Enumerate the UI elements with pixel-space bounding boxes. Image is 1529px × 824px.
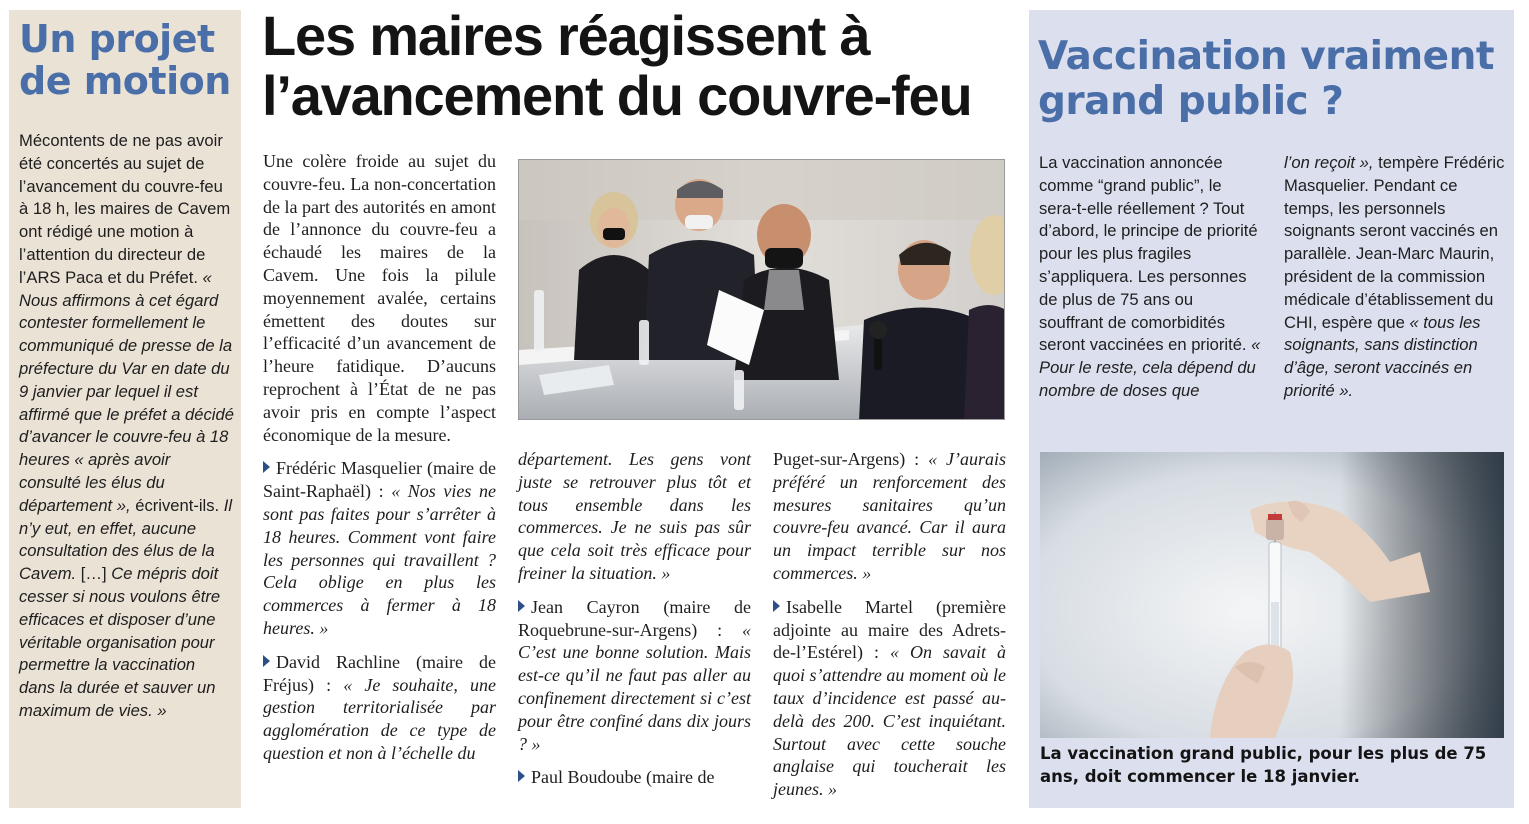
bullet-triangle-icon bbox=[518, 770, 525, 782]
vaccine-photo-image bbox=[1040, 452, 1504, 738]
quote-masquelier bbox=[263, 457, 496, 639]
vaccination-title: Vaccination vraiment grand public ? bbox=[1038, 34, 1495, 124]
bullet-triangle-icon bbox=[518, 600, 525, 612]
quote-cayron bbox=[518, 596, 751, 756]
vaccination-text-2: tempère Frédéric Masquelier. Pendant ce temps, les personnels soignants seront vaccinés en parallèle. Jean-Marc Maurin, président de la commission médicale d’établissement du CHI, espère que bbox=[1284, 153, 1505, 332]
sidebar-quote-3: Ce mépris doit cesser si nous voulons être efficaces et disposer d’une véritable organisation pour permettre la vaccination dans la durée et sauver un maximum de vies. » bbox=[19, 564, 221, 720]
sidebar-text-2: écrivent-ils. bbox=[130, 495, 224, 515]
quote-text-rachline-end: département. Les gens vont juste se retrouver plus tôt et tous ensemble dans les commerces. Je ne suis pas sûr que cela soit très efficace pour freiner la situation. » bbox=[518, 449, 751, 583]
vaccine-photo-caption: La vaccination grand public, pour les plus de 75 ans, doit commencer le 18 janvier. bbox=[1040, 744, 1487, 786]
speaker-martel: Isabelle Martel (première adjointe au maire des Adrets-de-l’Estérel) : bbox=[773, 596, 1006, 663]
vaccination-quote-3: « tous les soignants, sans distinction d’âge, seront vaccinés en priorité ». bbox=[1284, 312, 1481, 400]
meeting-photo bbox=[518, 159, 1005, 420]
speaker-boudoube-start: Paul Boudoube (maire de bbox=[531, 767, 715, 788]
quote-text-rachline-start: « Je souhaite, une gestion territorialisée par agglomération de ce type de question et non à l’échelle du bbox=[263, 674, 497, 763]
article-headline: Les maires réagissent à l’avancement du couvre-feu bbox=[262, 4, 972, 127]
speaker-rachline: David Rachline (maire de Fréjus) : bbox=[263, 651, 496, 695]
quote-rachline-continued bbox=[518, 448, 751, 585]
sidebar-body bbox=[19, 130, 234, 723]
sidebar-text-3: […] bbox=[76, 564, 112, 584]
sidebar-text-1: Mécontents de ne pas avoir été concertés au sujet de l’avancement du couvre-feu à 18 h, les maires de Cavem ont rédigé une motion à l’attention du directeur de l’ARS Paca et du Préfet. bbox=[19, 131, 231, 287]
vaccination-text-1: La vaccination annoncée comme “grand public”, le sera-t-elle réellement ? Tout d’abord, le principe de priorité pour les plus fragiles s’appliquera. Les personnes de plus de 75 ans ou souffrant de comorbidités seront vaccinées en priorité. bbox=[1039, 153, 1258, 355]
quote-text-boudoube: « J’aurais préféré un renforcement des mesures sanitaires qu’un couvre-feu avancé. Car il aura un impact terrible sur nos commerces. » bbox=[773, 449, 1006, 583]
quote-boudoube bbox=[773, 448, 1006, 585]
quote-text-martel: « On savait à quoi s’attendre au moment où le taux d’incidence est passé au-delà des 200. C’est inquiétant. Surtout avec cette souche anglaise qui toucherait les jeunes. » bbox=[773, 642, 1007, 800]
meeting-photo-image bbox=[519, 160, 1005, 420]
article-column-2 bbox=[518, 448, 751, 789]
vaccination-column-1 bbox=[1039, 152, 1261, 403]
speaker-masquelier: Frédéric Masquelier (maire de Saint-Raphaël) : bbox=[263, 458, 496, 502]
quote-rachline bbox=[263, 651, 496, 765]
quote-boudoube-start bbox=[518, 766, 751, 789]
speaker-cayron: Jean Cayron (maire de Roquebrune-sur-Argens) : bbox=[518, 596, 751, 640]
vaccination-column-2 bbox=[1284, 152, 1506, 403]
quote-text-cayron: « C’est une bonne solution. Mais est-ce qu’il ne faut pas aller au confinement directement si c’est pour être confiné dans dix jours ? » bbox=[518, 619, 752, 754]
speaker-boudoube-end: Puget-sur-Argens) : bbox=[773, 449, 929, 469]
vaccination-quote-1: « Pour le reste, cela dépend du nombre de doses que bbox=[1039, 335, 1261, 400]
sidebar-motion bbox=[9, 10, 241, 808]
bullet-triangle-icon bbox=[773, 600, 780, 612]
sidebar-title: Un projet de motion bbox=[19, 17, 231, 103]
vaccination-quote-2: l’on reçoit », bbox=[1284, 153, 1374, 172]
vaccine-photo bbox=[1040, 452, 1504, 738]
sidebar-quote-2: Il n’y eut, en effet, aucune consultation des élus de la Cavem. bbox=[19, 495, 233, 584]
quote-martel bbox=[773, 596, 1006, 801]
article-column-3 bbox=[773, 448, 1006, 801]
bullet-triangle-icon bbox=[263, 655, 270, 667]
article-column-1 bbox=[263, 150, 496, 765]
bullet-triangle-icon bbox=[263, 461, 270, 473]
sidebar-quote-1: « Nous affirmons à cet égard contester formellement le communiqué de presse de la préfecture du Var en date du 9 janvier par lequel il est affirmé que le préfet a décidé d’avancer le couvre-feu à 18 heures « après avoir consulté les élus du département », bbox=[19, 267, 234, 515]
article-intro: Une colère froide au sujet du couvre-feu. La non-concertation de la part des autorités en amont de l’annonce du couvre-feu a échaudé les maires de la Cavem. Une fois la pilule moyennement avalée, certains émettent des doutes sur l’efficacité d’un avancement de l’heure fatidique. D’aucuns reprochent à l’État de ne pas avoir pris en compte l’aspect économique de la mesure. bbox=[263, 151, 496, 445]
quote-text-masquelier: « Nos vies ne sont pas faites pour s’arrêter à 18 heures. Comment vont faire les personnes qui travaillent ? Cela oblige en plus les commerces à fermer à 18 heures. » bbox=[263, 481, 496, 638]
